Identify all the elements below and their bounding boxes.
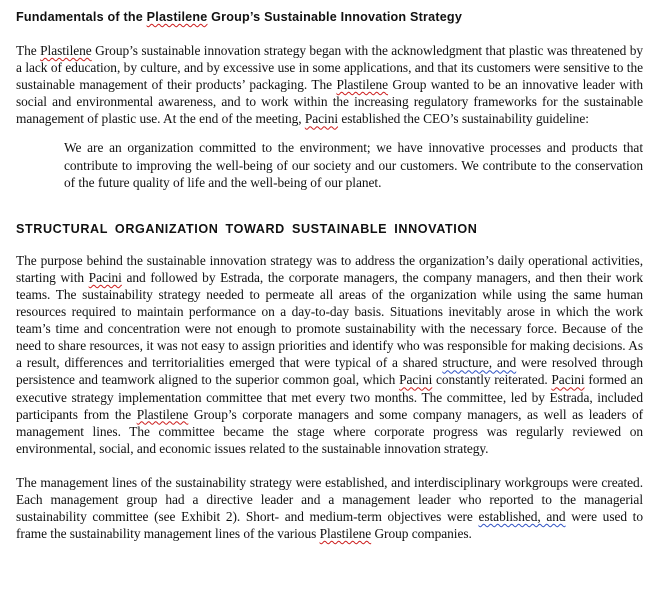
block-quote-sustainability-guideline: We are an organization committed to the environment; we have innovative processes and products that contribute to improving the well-being of our society and our customers. We contribute to the conservation of the future quality of life and the well-being of our planet. [64,140,643,190]
text-run: and followed by Estrada, the corporate managers, the company managers, and then their work teams. The sustainability strategy needed to permeate all areas of the organization while using the same human resources required to maintain performance on a day-to-day basis. Situations inevitably arose in which the work team’s time and concentration were not enough to promote sustainability with the necessary force. Because of the need to share resources, it was not easy to assign priorities and identify who was responsible for making decisions. As a result, differences and territorialities emerged that were typical of a shared [16,269,643,371]
text-run: formed an executive strategy implementation committee that met every two months. The committee, led by Estrada, included participants from the [16,372,643,422]
text-run: The purpose behind the sustainable innovation strategy was to address the organization’s daily operational activities, starting with [16,252,643,285]
spellcheck-flag[interactable]: Plastilene [319,526,372,542]
heading-text-pre: Fundamentals of the [16,10,147,24]
grammar-flag[interactable]: established, and [478,509,566,525]
paragraph-management-lines [16,474,643,542]
text-run: were resolved through persistence and teamwork aligned to the superior common goal, which [16,355,644,388]
spellcheck-flag[interactable]: Pacini [88,269,122,285]
text-run: Group’s sustainable innovation strategy began with the acknowledgment that plastic was threatened by a lack of education, by culture, and by excessive use in some applications, and that its customers were sensitive to the sustainable management of their products’ packaging. The [16,43,644,93]
text-run: Group wanted to be an innovative leader with social and environmental awareness, and to work within the increasing regulatory frameworks for the sustainable management of plastic use. At the end of the meeting, [16,77,643,127]
spellcheck-flag[interactable]: Pacini [551,372,585,388]
spellcheck-flag[interactable]: Pacini [304,111,339,127]
text-run: constantly reiterated. [432,372,552,388]
spellcheck-flag[interactable]: Plastilene [336,77,389,93]
spellcheck-flag[interactable]: Plastilene [40,43,92,58]
heading-text-post: Group’s Sustainable Innovation Strategy [207,10,463,24]
section-heading-fundamentals [16,9,643,26]
text-run: established the CEO’s sustainability guideline: [338,111,589,127]
text-run: were used to frame the sustainability management lines of the various [16,509,643,542]
text-run: The [16,43,41,58]
document-page [16,9,643,542]
paragraph-structural-organization [16,252,643,457]
spellcheck-flag[interactable]: Pacini [399,372,433,388]
grammar-flag[interactable]: structure, and [442,355,517,371]
text-run: Group’s corporate managers and some company managers, as well as leaders of management lines. The committee became the stage where corporate progress was regularly reviewed on environmental, social, and economic issues related to the sustainable innovation strategy. [16,406,643,456]
section-heading-structural-organization: STRUCTURAL ORGANIZATION TOWARD SUSTAINABLE INNOVATION [16,221,478,236]
spellcheck-flag[interactable]: Plastilene [146,10,208,24]
text-run: Group companies. [371,526,472,542]
spellcheck-flag[interactable]: Plastilene [136,406,189,422]
text-run: The management lines of the sustainability strategy were established, and interdisciplinary workgroups were created. Each management group had a directive leader and a management leader who reported to the managerial sustainability committee (see Exhibit 2). Short- and medium-term objectives were [16,474,643,525]
paragraph-strategy-intro [16,42,643,127]
